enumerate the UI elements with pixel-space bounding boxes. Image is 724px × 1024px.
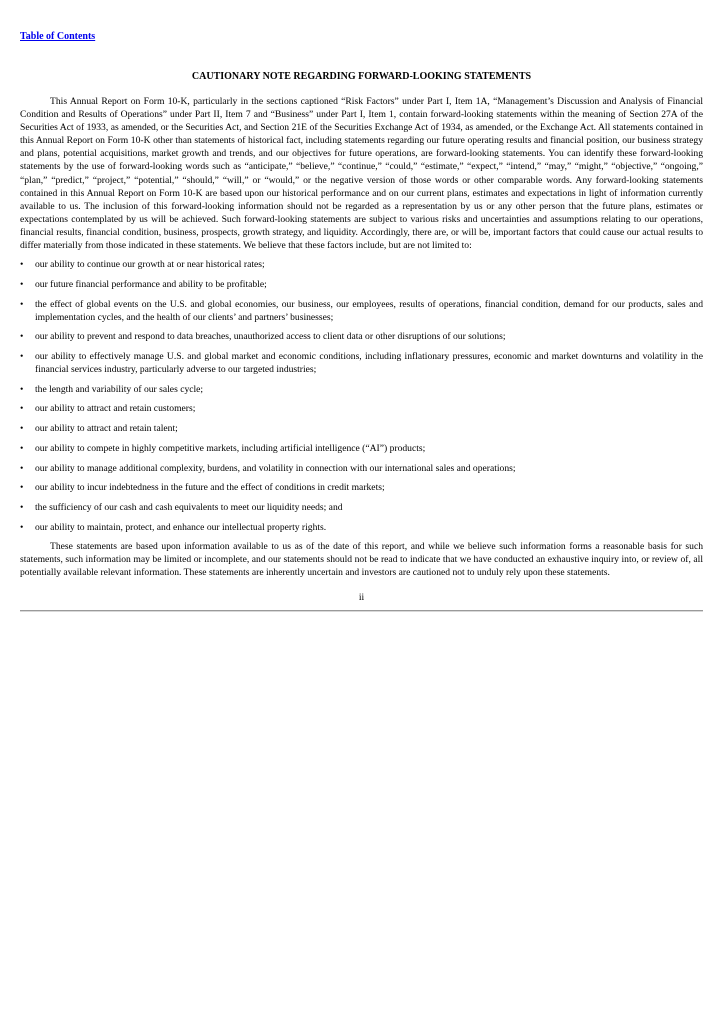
list-item-text: our ability to maintain, protect, and enhance our intellectual property rights. — [35, 521, 327, 533]
list-item — [20, 330, 703, 343]
bullet-icon: • — [20, 521, 24, 533]
bullet-icon: • — [20, 331, 24, 343]
bullet-icon: • — [20, 298, 24, 310]
list-item-text: the sufficiency of our cash and cash equivalents to meet our liquidity needs; and — [35, 501, 343, 513]
list-item-text: our future financial performance and ability to be profitable; — [35, 278, 267, 290]
bullet-icon: • — [20, 350, 24, 362]
list-item — [20, 402, 703, 415]
list-item-text: the effect of global events on the U.S. and global economies, our business, our employees, results of operations, financial condition, demand for our products, sales and implementation cycles, and the health of our clients’ and partners’ businesses; — [35, 298, 703, 323]
intro-paragraph: This Annual Report on Form 10-K, particularly in the sections captioned “Risk Factors” under Part I, Item 1A, “Management’s Discussion and Analysis of Financial Condition and Results of Operations” under Part II, Item 7 and “Business” under Part I, Item 1, contain forward-looking statements within the meaning of Section 27A of the Securities Act of 1933, as amended, or the Securities Act, and Section 21E of the Securities Exchange Act of 1934, as amended, or the Exchange Act. All statements contained in this Annual Report on Form 10-K other than statements of historical fact, including statements regarding our future operating results and financial position, our business strategy and plans, potential acquisitions, market growth and trends, and our objectives for future operations, are forward-looking statements. You can identify these forward-looking statements by the use of forward-looking words such as “anticipate,” “believe,” “continue,” “could,” “estimate,” “expect,” “intend,” “may,” “might,” “objective,” “ongoing,” “plan,” “predict,” “project,” “potential,” “should,” “will,” or “would,” or the negative version of those words or other comparable words. Any forward-looking statements contained in this Annual Report on Form 10-K are based upon our historical performance and on our current plans, estimates and expectations in light of information currently available to us. The inclusion of this forward-looking information should not be regarded as a representation by us or any other person that the future plans, estimates or expectations contemplated by us will be achieved. Such forward-looking statements are subject to various risks and uncertainties and assumptions relating to our operations, financial results, financial condition, business, prospects, growth strategy, and liquidity. Accordingly, there are, or will be, important factors that could cause our actual results to differ materially from those indicated in these statements. We believe that these factors include, but are not limited to: — [20, 96, 703, 252]
section-heading: CAUTIONARY NOTE REGARDING FORWARD-LOOKING STATEMENTS — [191, 71, 532, 82]
list-item-text: our ability to attract and retain customers; — [35, 403, 196, 415]
list-item-text: the length and variability of our sales cycle; — [35, 383, 204, 395]
table-of-contents-link[interactable]: Table of Contents — [20, 31, 96, 42]
list-item — [20, 501, 703, 514]
list-item — [20, 278, 703, 291]
list-item — [20, 383, 703, 396]
risk-factor-list — [20, 258, 703, 534]
list-item-text: our ability to effectively manage U.S. and global market and economic conditions, including inflationary pressures, economic and market downturns and volatility in the financial services industry, particularly adverse to our targeted industries; — [35, 350, 703, 376]
bullet-icon: • — [20, 442, 24, 454]
page-number: ii — [358, 591, 365, 603]
list-item — [20, 521, 703, 534]
list-item — [20, 350, 703, 376]
bullet-icon: • — [20, 462, 24, 474]
list-item-text: our ability to compete in highly competitive markets, including artificial intelligence (“AI”) products; — [35, 442, 426, 454]
closing-paragraph: These statements are based upon information available to us as of the date of this report, and while we believe such information forms a reasonable basis for such statements, such information may be limited or incomplete, and our statements should not be read to indicate that we have conducted an exhaustive inquiry into, or review of, all potentially available relevant information. These statements are inherently uncertain and investors are cautioned not to unduly rely upon these statements. — [20, 541, 703, 579]
bullet-icon: • — [20, 423, 24, 435]
bullet-icon: • — [20, 501, 24, 513]
bullet-icon: • — [20, 383, 24, 395]
bullet-icon: • — [20, 278, 24, 290]
bullet-icon: • — [20, 259, 24, 271]
list-item-text: our ability to continue our growth at or near historical rates; — [35, 259, 265, 271]
list-item — [20, 422, 703, 435]
page-divider — [20, 610, 703, 612]
bullet-icon: • — [20, 482, 24, 494]
list-item-text: our ability to prevent and respond to data breaches, unauthorized access to client data or other disruptions of our solutions; — [35, 331, 506, 343]
list-item — [20, 442, 703, 455]
list-item-text: our ability to attract and retain talent; — [35, 423, 178, 435]
bullet-icon: • — [20, 403, 24, 415]
list-item — [20, 481, 703, 494]
list-item-text: our ability to incur indebtedness in the future and the effect of conditions in credit markets; — [35, 482, 385, 494]
list-item-text: our ability to manage additional complexity, burdens, and volatility in connection with our international sales and operations; — [35, 462, 516, 474]
list-item — [20, 258, 703, 271]
list-item — [20, 298, 703, 324]
list-item — [20, 462, 703, 475]
